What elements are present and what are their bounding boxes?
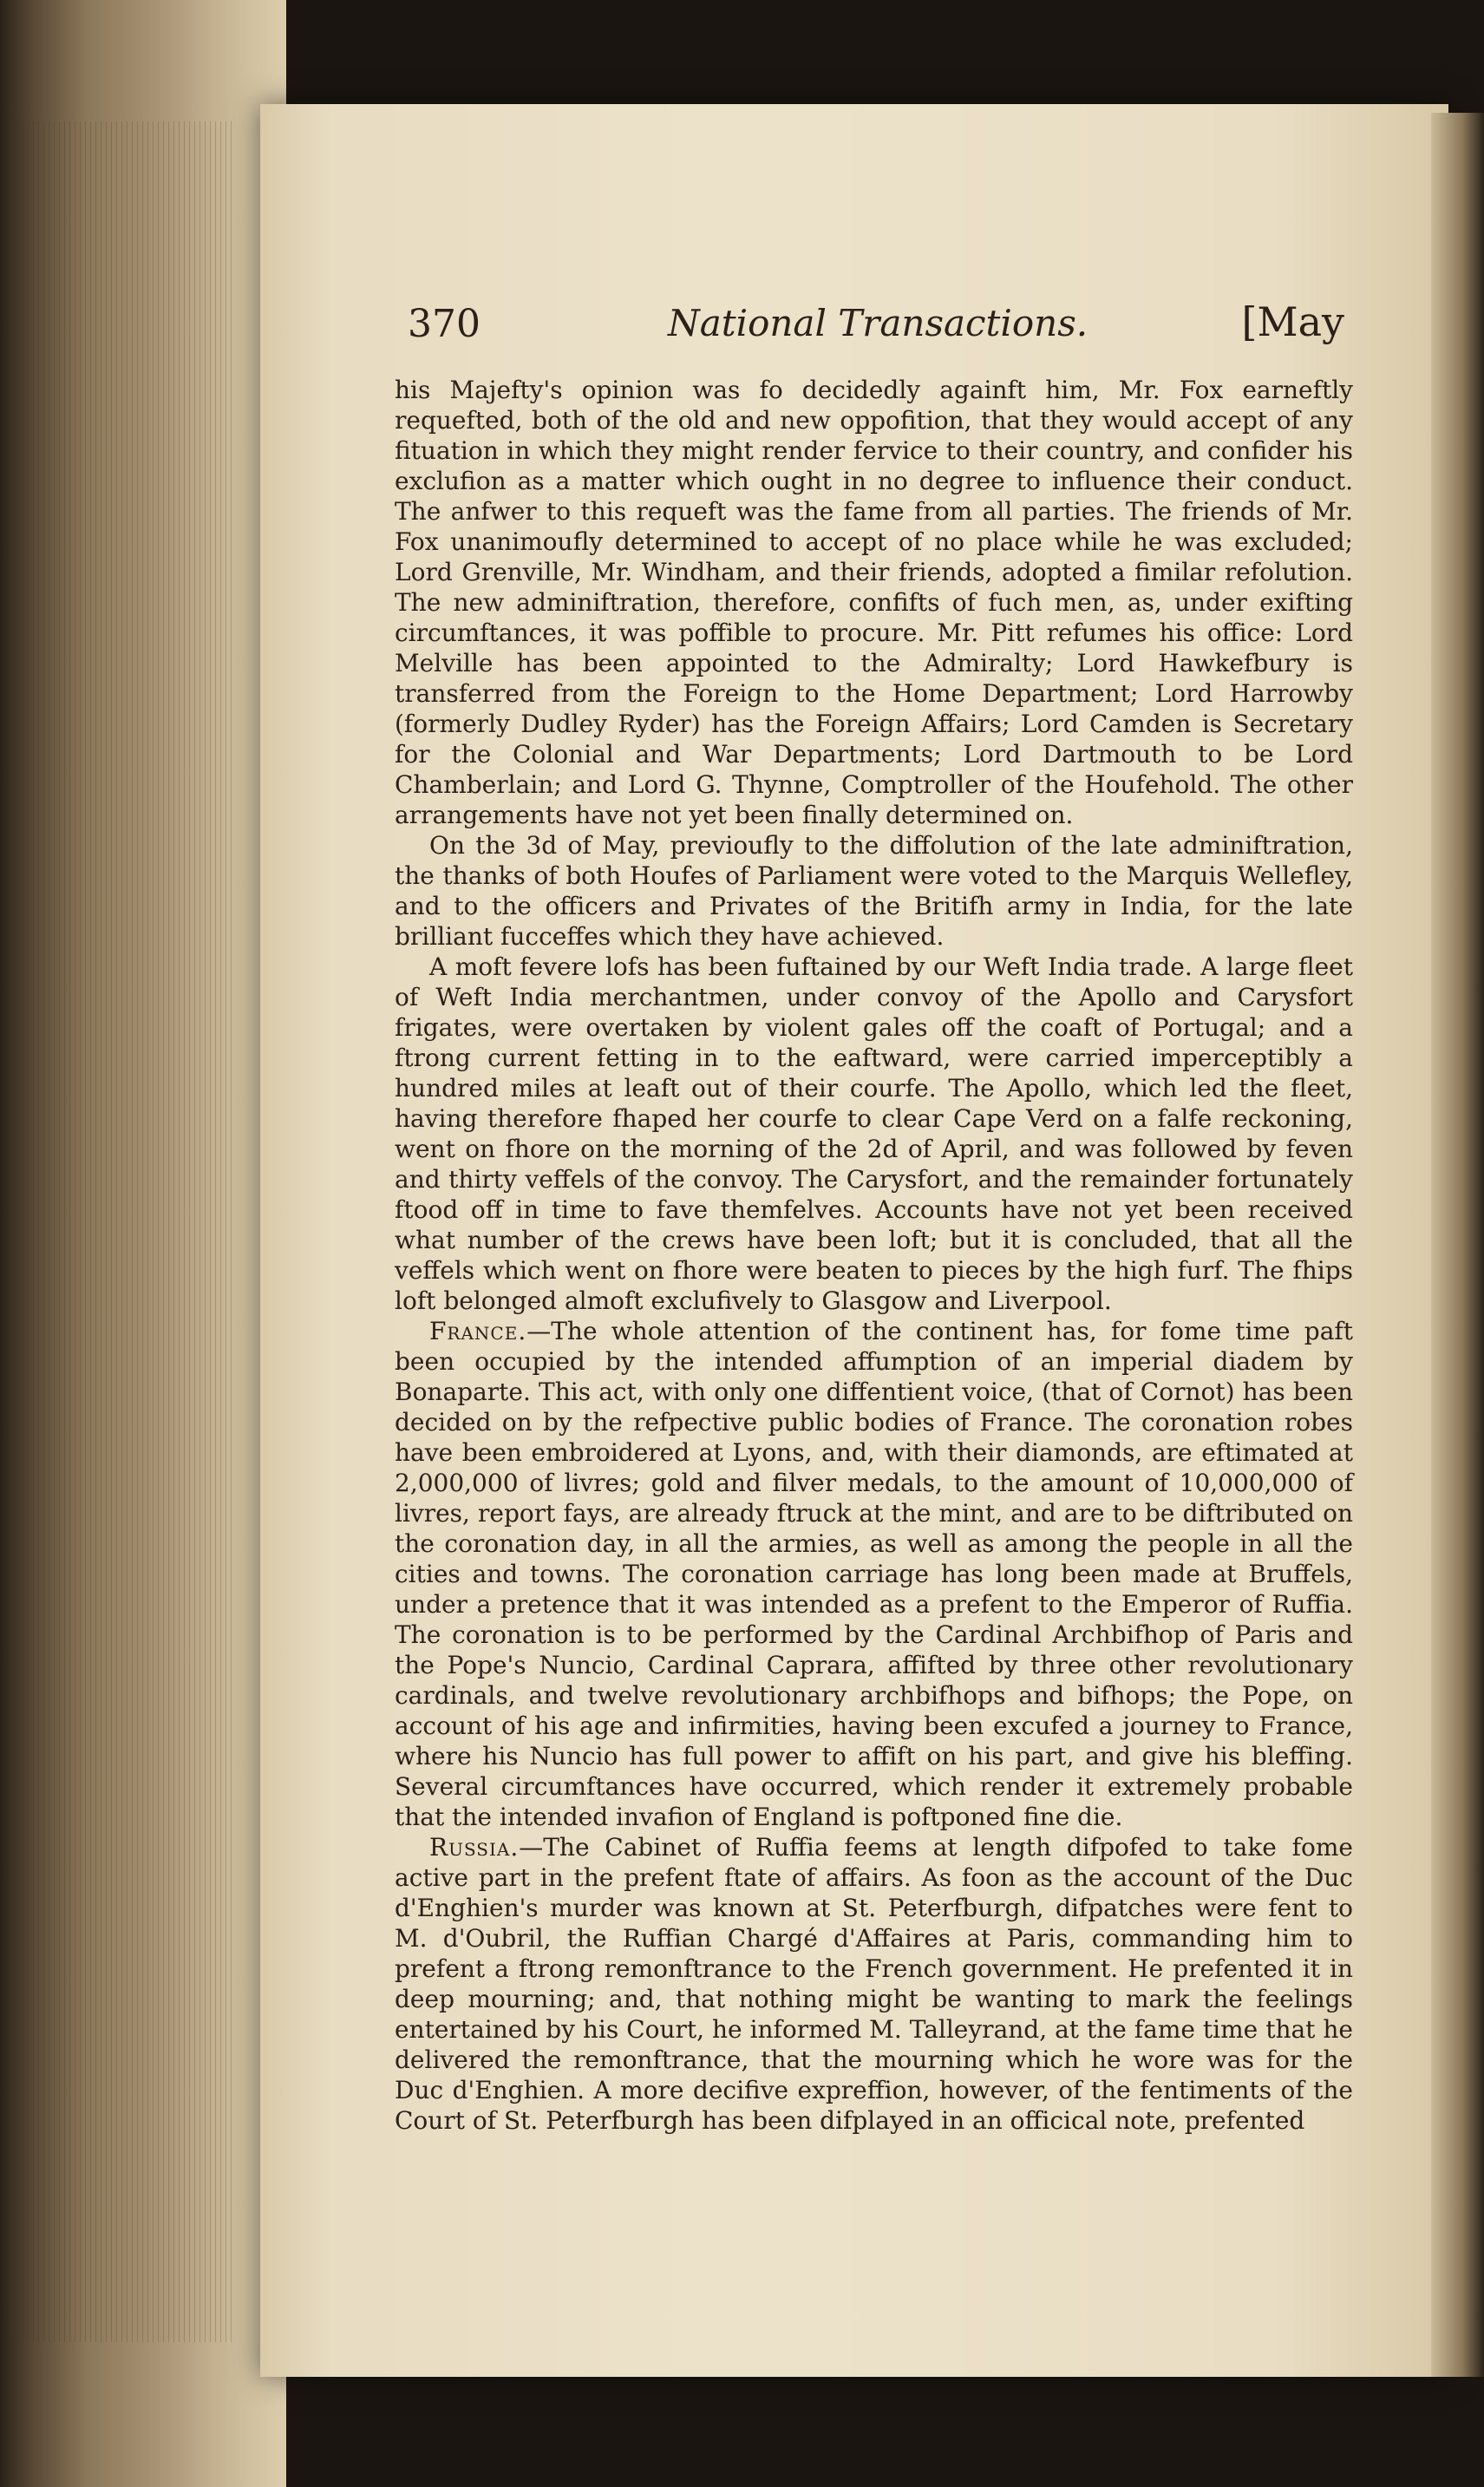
section-lead-france: France. — [429, 1317, 527, 1345]
paragraph: A moft fevere lofs has been fuftained by our Weft India trade. A large fleet of Weft India merchantmen, under convoy of the Apollo and Carysfort frigates, were overtaken by violent gales off the coaft of Portugal; and a ftrong current fetting in to the eaftward, were carried imperceptibly a hundred miles at leaft out of their courfe. The Apollo, which led the fleet, having therefore fhaped her courfe to clear Cape Verd on a falfe reckoning, went on fhore on the morning of the 2d of April, and was followed by feven and thirty veffels of the convoy. The Carysfort, and the remainder fortunately ftood off in time to fave themfelves. Accounts have not yet been received what number of the crews have been loft; but it is concluded, that all the veffels which went on fhore were beaten to pieces by the high furf. The fhips loft belonged almoft exclufively to Glasgow and Liverpool. — [395, 952, 1353, 1315]
paragraph: his Majefty's opinion was fo decidedly againft him, Mr. Fox earneftly requefted, both of the old and new oppofition, that they would accept of any fituation in which they might render fervice to their country, and confider his exclufion as a matter which ought in no degree to influence their conduct. The anfwer to this requeft was the fame from all parties. The friends of Mr. Fox unanimoufly determined to accept of no place while he was excluded; Lord Grenville, Mr. Windham, and their friends, adopted a fimilar refolution. The new adminiftration, therefore, confifts of fuch men, as, under exifting circumftances, it was poffible to procure. Mr. Pitt refumes his office: Lord Melville has been appointed to the Admiralty; Lord Hawkefbury is transferred from the Foreign to the Home Department; Lord Harrowby (formerly Dudley Ryder) has the Foreign Affairs; Lord Camden is Secretary for the Colonial and War Departments; Lord Dartmouth to be Lord Chamberlain; and Lord G. Thynne, Comptroller of the Houfehold. The other arrangements have not yet been finally determined on. — [395, 376, 1353, 829]
running-head: National Transactions. — [668, 302, 1088, 344]
book-right-edge — [1431, 113, 1484, 2377]
page-number: 370 — [408, 302, 481, 346]
month-marker: [May — [1241, 298, 1344, 345]
paragraph: On the 3d of May, previoufly to the diffolution of the late adminiftration, the thanks of both Houfes of Parliament were voted to the Marquis Wellefley, and to the officers and Privates of the Britifh army in India, for the late brilliant fucceffes which they have achieved. — [395, 831, 1353, 951]
article-body — [395, 375, 1353, 2136]
book-page-edges — [0, 0, 286, 2487]
section-lead-russia: Russia. — [429, 1833, 520, 1862]
page-edge-lines — [17, 121, 234, 2342]
paragraph-france: France.—The whole attention of the continent has, for fome time paft been occupied by the intended affumption of an imperial diadem by Bonaparte. This act, with only one diffentient voice, (that of Cornot) has been decided on by the refpective public bodies of France. The coronation robes have been embroidered at Lyons, and, with their diamonds, are eftimated at 2,000,000 of livres; gold and filver medals, to the amount of 10,000,000 of livres, report fays, are already ftruck at the mint, and are to be diftributed on the coronation day, in all the armies, as well as among the people in all the cities and towns. The coronation carriage has long been made at Bruffels, under a pretence that it was intended as a prefent to the Emperor of Ruffia. The coronation is to be performed by the Cardinal Archbifhop of Paris and the Pope's Nuncio, Cardinal Caprara, affifted by three other revolutionary cardinals, and twelve revolutionary archbifhops and bifhops; the Pope, on account of his age and infirmities, having been excufed a journey to France, where his Nuncio has full power to affift on his part, and give his bleffing. Several circumftances have occurred, which render it extremely probable that the intended invafion of England is poftponed fine die. — [395, 1317, 1353, 1831]
page-header — [408, 295, 1344, 347]
paragraph-russia: Russia.—The Cabinet of Ruffia feems at length difpofed to take fome active part in the prefent ftate of affairs. As foon as the account of the Duc d'Enghien's murder was known at St. Peterfburgh, difpatches were fent to M. d'Oubril, the Ruffian Chargé d'Affaires at Paris, commanding him to prefent a ftrong remonftrance to the French government. He prefented it in deep mourning; and, that nothing might be wanting to mark the feelings entertained by his Court, he informed M. Talleyrand, at the fame time that he delivered the remonftrance, that the mourning which he wore was for the Duc d'Enghien. A more decifive expreffion, however, of the fentiments of the Court of St. Peterfburgh has been difplayed in an officical note, prefented — [395, 1833, 1353, 2135]
